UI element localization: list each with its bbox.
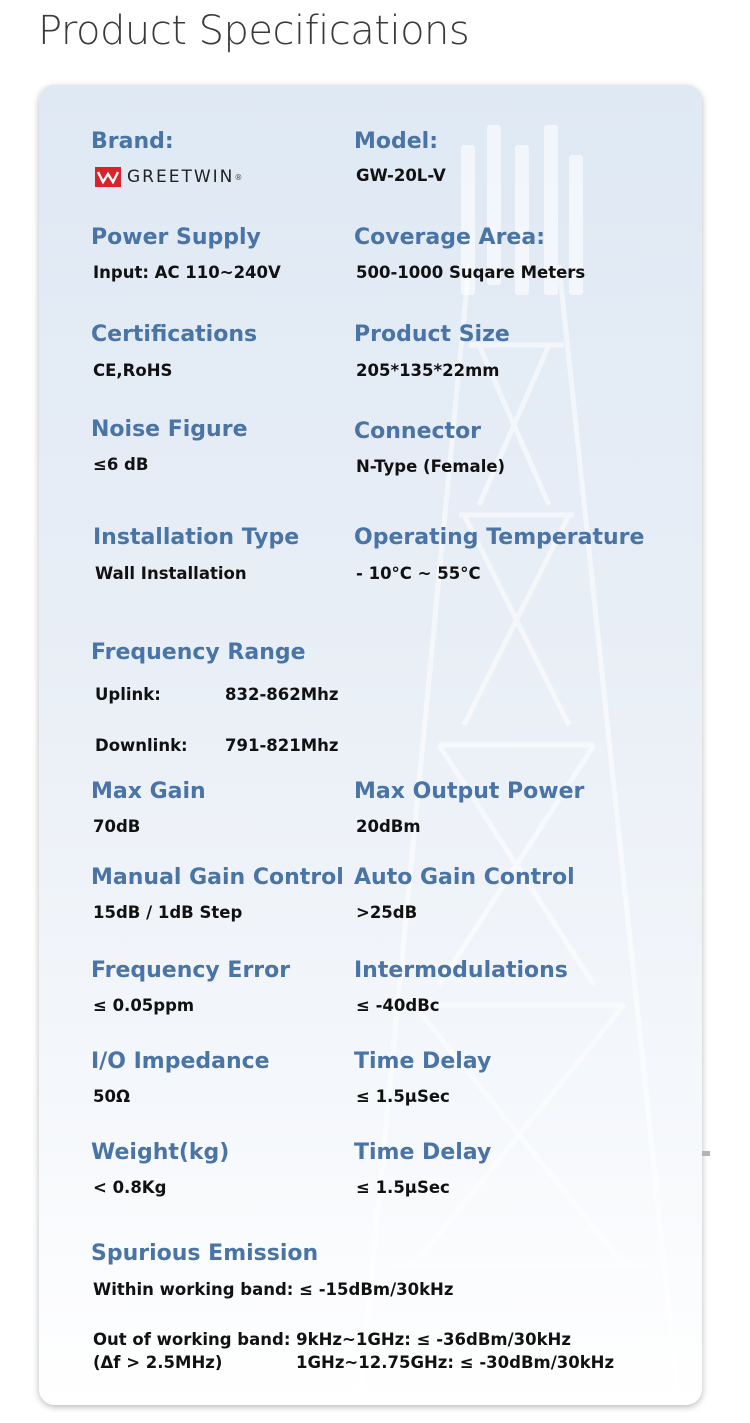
frequency-error-value: ≤ 0.05ppm [93, 996, 195, 1015]
operating-temperature-value: - 10°C ~ 55°C [356, 564, 481, 583]
product-size-value: 205*135*22mm [356, 361, 500, 380]
downlink-label: Downlink: [95, 736, 188, 755]
manual-gain-control-label: Manual Gain Control [91, 865, 344, 890]
time-delay-label-2: Time Delay [354, 1140, 492, 1165]
time-delay-label: Time Delay [354, 1049, 492, 1074]
frequency-error-label: Frequency Error [91, 958, 291, 983]
connector-label: Connector [354, 419, 482, 444]
spec-card [39, 85, 702, 1405]
weight-value: < 0.8Kg [93, 1178, 167, 1197]
spurious-emission-label: Spurious Emission [91, 1241, 319, 1266]
logo-registered-mark: ® [234, 172, 243, 182]
uplink-label: Uplink: [95, 685, 161, 704]
intermodulations-label: Intermodulations [354, 958, 568, 983]
spurious-out-band-line1: Out of working band: 9kHz~1GHz: ≤ -36dBm/30kHz [93, 1330, 571, 1349]
model-label: Model: [354, 129, 439, 154]
page-title: Product Specifications [38, 8, 470, 54]
weight-label: Weight(kg) [91, 1140, 230, 1165]
spurious-out-band-delta: (Δf > 2.5MHz) [93, 1353, 223, 1372]
coverage-area-label: Coverage Area: [354, 225, 545, 250]
auto-gain-control-label: Auto Gain Control [354, 865, 575, 890]
power-supply-value: Input: AC 110~240V [93, 263, 281, 282]
max-gain-value: 70dB [93, 817, 141, 836]
io-impedance-label: I/O Impedance [91, 1049, 270, 1074]
noise-figure-value: ≤6 dB [93, 455, 149, 474]
operating-temperature-label: Operating Temperature [354, 525, 645, 550]
max-output-power-label: Max Output Power [354, 779, 585, 804]
brand-label: Brand: [91, 129, 174, 154]
power-supply-label: Power Supply [91, 225, 261, 250]
auto-gain-control-value: >25dB [356, 903, 418, 922]
greetwin-logo-icon [95, 167, 121, 187]
uplink-value: 832-862Mhz [225, 685, 339, 704]
downlink-value: 791-821Mhz [225, 736, 339, 755]
coverage-area-value: 500-1000 Suqare Meters [356, 263, 586, 282]
certifications-label: Certifications [91, 322, 258, 347]
time-delay-value-2: ≤ 1.5μSec [356, 1178, 450, 1197]
intermodulations-value: ≤ -40dBc [356, 996, 440, 1015]
brand-logo [95, 167, 242, 187]
time-delay-value: ≤ 1.5μSec [356, 1087, 450, 1106]
io-impedance-value: 50Ω [93, 1087, 130, 1106]
model-value: GW-20L-V [356, 166, 446, 185]
max-gain-label: Max Gain [91, 779, 206, 804]
max-output-power-value: 20dBm [356, 817, 421, 836]
product-size-label: Product Size [354, 322, 510, 347]
certifications-value: CE,RoHS [93, 361, 173, 380]
noise-figure-label: Noise Figure [91, 417, 248, 442]
installation-type-label: Installation Type [93, 525, 300, 550]
spurious-within-band: Within working band: ≤ -15dBm/30kHz [93, 1280, 454, 1299]
spurious-out-band-line2: 1GHz~12.75GHz: ≤ -30dBm/30kHz [296, 1353, 615, 1372]
frequency-range-label: Frequency Range [91, 640, 306, 665]
manual-gain-control-value: 15dB / 1dB Step [93, 903, 243, 922]
edge-marker [702, 1151, 710, 1156]
installation-type-value: Wall Installation [95, 564, 247, 583]
logo-text: GREETWIN [127, 167, 235, 187]
connector-value: N-Type (Female) [356, 457, 506, 476]
